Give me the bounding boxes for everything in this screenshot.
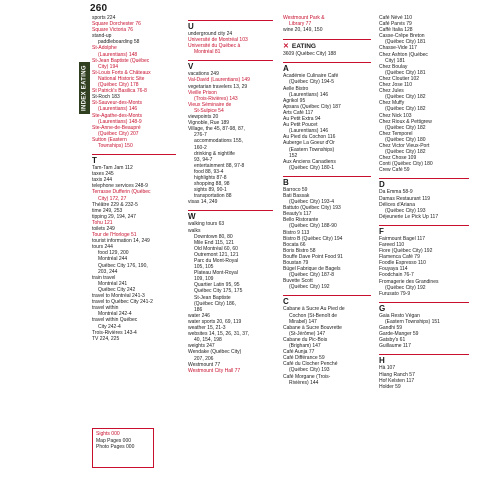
- index-entry: Auberge La Goeur d'Or: [283, 140, 335, 147]
- index-entry: Bistro B (Québec City) 194: [283, 235, 343, 242]
- index-entry: paddleboarding 58: [98, 39, 140, 46]
- index-entry: Académie Culinaire Café: [283, 73, 339, 80]
- index-entry: Garde-Manger 59: [379, 331, 419, 338]
- index-entry: vegetarian travelers 13, 29: [188, 83, 248, 90]
- index-entry: Cabane à Sucre Bouvrette: [283, 324, 342, 331]
- index-entry: City) 181: [385, 57, 406, 64]
- index-entry: time 249, 253: [92, 207, 123, 214]
- index-entry: tipping 29, 194, 247: [92, 213, 136, 220]
- index-entry: wine 20, 149, 150: [283, 27, 323, 34]
- index-entry: Tour de l'Horloge 51: [92, 232, 137, 239]
- index-entry: viewpoints 20: [188, 114, 219, 121]
- index-entry: 105, 105: [194, 264, 214, 271]
- index-entry: Aux Anciens Canadiens: [283, 158, 336, 165]
- index-entry: underground city 24: [188, 31, 233, 37]
- index-letter-heading: T: [92, 154, 176, 165]
- index-entry: 40, 154, 198: [194, 337, 222, 344]
- index-entry: water 246: [188, 312, 210, 319]
- index-entry: (Laurentians) 146: [289, 91, 329, 98]
- index-entry: Cochon (St-Benoît de: [289, 312, 338, 319]
- column-3-body: [283, 51, 371, 385]
- index-entry: Montréal 81: [194, 49, 221, 56]
- legend-box: [92, 428, 154, 468]
- index-entry: (Brigham) 147: [289, 343, 321, 350]
- column-3-top: [283, 15, 371, 33]
- index-entry: (Québec City) 180-1: [289, 164, 335, 171]
- index-entry: Hà 107: [379, 365, 396, 372]
- index-entry: Rivières) 144: [289, 379, 319, 386]
- index-entry: telephone services 248-9: [92, 183, 148, 190]
- index-entry: Chez Victor Vieux-Port: [379, 142, 430, 149]
- index-entry: Da Emma 58-9: [379, 189, 413, 196]
- index-entry: (Québec City) 187-8: [289, 272, 335, 279]
- index-entry: Vieille Prison: [188, 89, 217, 96]
- index-entry: Bati Bassak: [283, 192, 310, 199]
- index-entry: entertainment 88, 97-8: [194, 162, 245, 169]
- legend-photo-pages: Photo Pages 000: [96, 444, 135, 450]
- index-entry: St-Sulpice 54: [194, 107, 224, 114]
- index-entry: Outremont 121, 121: [194, 251, 239, 258]
- index-entry: Quartier Latin 95, 95: [194, 282, 240, 289]
- index-entry: Fromagerie des Grandines: [379, 278, 439, 285]
- index-entry: Barroco 59: [283, 186, 308, 193]
- index-entry: Square Victoria 76: [92, 27, 134, 34]
- index-entry: highlights 87-8: [194, 174, 227, 181]
- index-entry: Damas Restaurant 119: [379, 195, 431, 202]
- index-entry: Arts Café 117: [283, 109, 314, 116]
- index-entry: (Québec City) 192: [385, 284, 426, 291]
- index-entry: 203, 244: [98, 268, 118, 275]
- index-entry: Wendake (Québec City): [188, 349, 242, 356]
- index-entry: Caffè Italia 128: [379, 27, 413, 34]
- index-entry: Battuto (Québec City) 193: [283, 205, 341, 212]
- index-entry: Boris Bistro 58: [283, 247, 316, 254]
- index-entry: TV 224, 225: [92, 335, 120, 342]
- index-entry: Chez Ashton (Québec: [379, 51, 428, 58]
- index-column-4: [379, 15, 469, 390]
- index-entry: 160-2: [194, 144, 207, 151]
- legend-map-pages: Map Pages 000: [96, 437, 132, 444]
- index-letter-heading: W: [188, 210, 273, 221]
- index-entry: St-Roch 183: [92, 94, 120, 101]
- index-entry: (Québec City) 182: [385, 106, 426, 113]
- index-entry: Library 77: [289, 21, 312, 28]
- index-entry: Chez Boulay: [379, 63, 408, 70]
- index-entry: Cabane à Sucre Au Pied de: [283, 306, 345, 313]
- index-entry: (Laurentians) 146: [289, 128, 329, 135]
- index-entry: Café Morgane (Trois-: [283, 373, 331, 380]
- index-entry: 93, 94-7: [194, 156, 213, 163]
- index-entry: shopping 88, 98: [194, 181, 230, 188]
- index-entry: travel within: [92, 305, 119, 312]
- index-entry: Chez Jules: [379, 88, 404, 95]
- index-entry: 186: [194, 306, 203, 313]
- index-entry: walking tours 63: [188, 221, 225, 228]
- index-entry: (Québec City) 178: [98, 82, 139, 89]
- index-entry: sports 224: [92, 15, 116, 21]
- index-entry: Au Petit Extra 94: [283, 116, 321, 123]
- index-entry: Délices d'Ariana: [379, 201, 415, 208]
- index-entry: Montréal 244: [98, 256, 128, 263]
- index-entry: (Eastern Townships): [289, 146, 335, 153]
- index-column-1: [92, 15, 176, 342]
- index-entry: travel within Québec: [92, 317, 138, 324]
- index-entry: Québec City 176, 190,: [98, 262, 148, 269]
- index-entry: St-Louis Forts & Châteaux: [92, 69, 151, 76]
- index-entry: Downtown 80, 80: [194, 233, 233, 240]
- index-entry: Plateau Mont-Royal: [194, 270, 238, 277]
- index-entry: (Laurentians) 148: [98, 51, 138, 58]
- index-entry: tours 244: [92, 244, 113, 251]
- index-entry: Chez Muffy: [379, 100, 405, 107]
- index-entry: vacations 249: [188, 71, 219, 78]
- index-entry: (Laurentians) 146: [98, 106, 138, 113]
- index-entry: Guillaume 117: [379, 343, 411, 350]
- index-entry: Chez Nick 103: [379, 112, 412, 119]
- index-entry: Furusato 79-9: [379, 290, 411, 297]
- index-entry: Village, the 45, 87-98, 87,: [188, 126, 245, 133]
- index-entry: (St-Jérôme) 147: [289, 330, 326, 337]
- index-entry: (Québec City) 186,: [194, 300, 236, 307]
- index-entry: Chez Chose 109: [379, 155, 417, 162]
- index-entry: Café Névé 110: [379, 15, 412, 21]
- index-entry: St-Adolphe: [92, 45, 117, 52]
- fork-knife-icon: ✕: [283, 43, 289, 51]
- index-entry: travel to Montréal 241-3: [92, 293, 145, 300]
- index-entry: (Québec City) 181: [385, 69, 426, 76]
- index-entry: Foodchain 76-7: [379, 272, 414, 279]
- index-entry: Hiang Ranch 57: [379, 371, 415, 378]
- index-entry: (Québec City) 194-5: [289, 79, 335, 86]
- index-entry: Fiore (Québec City) 192: [379, 248, 433, 255]
- index-letter-heading: B: [283, 176, 371, 187]
- index-entry: Boustan 79: [283, 260, 309, 266]
- index-entry: Café Aunja 77: [283, 349, 315, 356]
- index-entry: toilets 249: [92, 226, 115, 232]
- index-entry: taxes 245: [92, 171, 114, 178]
- index-entry: Québec City 242: [98, 286, 136, 293]
- index-entry: 109, 109: [194, 276, 214, 283]
- index-entry: Mirabel) 147: [289, 318, 317, 325]
- index-entry: (Québec City) 192: [289, 284, 330, 291]
- index-entry: City) 194: [98, 63, 119, 70]
- index-entry: Fairmount Bagel 117: [379, 235, 426, 242]
- index-entry: Vieux Séminaire de: [188, 101, 232, 108]
- index-letter-heading: G: [379, 302, 469, 313]
- index-entry: Hof Kelsten 117: [379, 377, 415, 384]
- index-entry: transportation 88: [194, 193, 232, 200]
- index-entry: Québec City 175, 175: [194, 288, 243, 295]
- index-entry: Café Parvis 79: [379, 21, 412, 28]
- index-entry: City) 172, 27: [98, 195, 127, 202]
- index-entry: (Québec City) 181: [385, 39, 426, 46]
- index-entry: Bello Ristorante: [283, 217, 319, 224]
- index-entry: (Trois-Rivières) 143: [194, 95, 238, 102]
- index-entry: websites 14, 15, 26, 31, 37,: [188, 331, 250, 338]
- index-entry: Apsara (Québec City) 187: [283, 103, 341, 110]
- index-letter-heading: A: [283, 62, 371, 73]
- index-entry: Théâtre 229 & 232-5: [92, 201, 138, 208]
- index-entry: Chez Temporel: [379, 130, 413, 137]
- index-entry: Déjeunerie Le Pick Up 117: [379, 213, 439, 220]
- index-entry: taxis 244: [92, 177, 113, 184]
- index-entry: Fouyaya 114: [379, 266, 408, 273]
- index-entry: Terrasse Dufferin (Québec: [92, 189, 151, 196]
- index-column-3: [283, 15, 371, 386]
- index-entry: Trois-Rivières 143-4: [92, 329, 137, 336]
- index-letter-heading: V: [188, 60, 273, 71]
- index-entry: St-Jean Baptiste (Québec: [92, 57, 150, 64]
- index-entry: tourist information 14, 249: [92, 238, 150, 245]
- index-entry: food 88, 93-4: [194, 168, 224, 175]
- index-entry: travel to Québec City 241-2: [92, 299, 153, 306]
- index-entry: (Québec City) 182: [385, 94, 426, 101]
- index-letter-heading: F: [379, 225, 469, 236]
- index-letter-heading: C: [283, 295, 371, 306]
- index-entry: St-Jean Baptiste: [194, 294, 231, 301]
- index-entry: (Laurentians) 148-9: [98, 118, 142, 125]
- index-entry: water sports 20, 69, 119: [188, 318, 242, 325]
- index-entry: St-Sauveur-des-Monts: [92, 100, 143, 107]
- index-entry: Tam-Tam Jam 112: [92, 165, 133, 172]
- index-entry: Café Différance 59: [283, 355, 325, 362]
- index-entry: sights 89, 90-1: [194, 187, 227, 194]
- index-entry: Bügel Fabrique de Bagels: [283, 266, 341, 273]
- index-entry: National Historic Site: [98, 75, 145, 82]
- index-entry: Conti (Québec City) 180: [379, 161, 433, 168]
- index-entry: (Québec City) 180: [385, 136, 426, 143]
- index-letter-heading: U: [188, 20, 273, 31]
- index-entry: St Patrick's Basilica 76-8: [92, 88, 147, 95]
- index-entry: Montréal 242-4: [98, 311, 132, 318]
- index-entry: Tohu 121: [92, 219, 113, 226]
- index-entry: Westmount City Hall 77: [188, 367, 241, 374]
- index-entry: Bouffe Dave Point Food 91: [283, 253, 343, 260]
- index-entry: Beauty's 117: [283, 211, 312, 218]
- index-entry: (Eastern Townships) 151: [385, 318, 440, 325]
- index-side-tab: INDEX EATING: [79, 62, 90, 114]
- eating-heading: [283, 39, 371, 51]
- page-number: 260: [90, 3, 108, 14]
- index-entry: Westmount Park &: [283, 15, 325, 21]
- index-entry: Ste-Anne-de-Beaupré: [92, 124, 141, 131]
- index-entry: Chasse-Vide 117: [379, 45, 417, 52]
- index-entry: Chez Cloutier 102: [379, 75, 420, 82]
- index-entry: Aelle Bistro: [283, 85, 309, 92]
- index-entry: stand-up: [92, 33, 112, 40]
- index-entry: Chez Jose 110: [379, 82, 412, 89]
- index-entry: City 242-4: [98, 323, 121, 330]
- index-entry: visas 14, 249: [188, 199, 218, 206]
- index-entry: (Québec City) 193: [385, 207, 426, 214]
- index-entry: Ste-Agathe-des-Monts: [92, 112, 143, 119]
- index-entry: (Québec City) 182: [385, 124, 426, 131]
- index-entry: (Québec City) 193: [289, 367, 330, 374]
- index-entry: 3609 (Québec City) 188: [283, 51, 337, 58]
- index-entry: walks: [188, 227, 201, 234]
- index-entry: (Québec City) 207: [98, 130, 139, 137]
- index-entry: Fareed 110: [379, 242, 405, 248]
- index-entry: Val-David (Laurentians) 149: [188, 77, 250, 84]
- index-entry: Flamenca Café 79: [379, 254, 420, 261]
- index-entry: Gaia Resto Végan: [379, 312, 420, 319]
- index-entry: Cabane du Pic-Bois: [283, 336, 328, 343]
- index-entry: drinking & nightlife: [194, 150, 235, 157]
- index-entry: Chez Rioux & Pettigrew: [379, 118, 432, 125]
- index-entry: Café du Clocher Penché: [283, 361, 338, 368]
- index-entry: train travel: [92, 274, 116, 281]
- index-entry: Holder 59: [379, 383, 401, 390]
- index-entry: Gatsby's 61: [379, 337, 406, 344]
- index-entry: Westmount 77: [188, 361, 221, 368]
- index-entry: weather 15, 21-3: [188, 325, 226, 332]
- index-entry: Old Montréal 60, 60: [194, 245, 238, 252]
- index-entry: (Québec City) 188-90: [289, 223, 337, 230]
- index-entry: food 129, 200: [98, 250, 129, 257]
- index-entry: accommodations 155,: [194, 138, 243, 145]
- index-entry: Square Dorchester 76: [92, 21, 141, 28]
- index-entry: (Québec City) 193-4: [289, 199, 335, 206]
- index-entry: Vignoble, Rue 189: [188, 120, 230, 127]
- index-entry: Townships) 150: [98, 142, 133, 149]
- index-entry: Gandhi 59: [379, 325, 403, 332]
- legend-sights: Sights 000: [96, 431, 120, 437]
- index-entry: Mile End 115, 121: [194, 239, 234, 246]
- index-entry: (Québec City) 182: [385, 149, 426, 156]
- index-entry: Au Pied du Cochon 116: [283, 134, 336, 141]
- index-letter-heading: D: [379, 178, 469, 189]
- index-entry: 207, 206: [194, 355, 214, 362]
- index-entry: weights 247: [188, 343, 215, 350]
- index-entry: 152: [289, 152, 298, 159]
- index-entry: 276-7: [194, 132, 207, 139]
- index-entry: Foodle Espresso 110: [379, 260, 426, 267]
- index-entry: Université de Montréal 103: [188, 37, 248, 44]
- index-entry: Sutton (Eastern: [92, 136, 127, 143]
- index-entry: Parc du Mont-Royal: [194, 258, 239, 264]
- eating-heading-label: EATING: [291, 43, 316, 51]
- index-entry: Casse-Crêpe Breton: [379, 33, 425, 40]
- index-column-2: [188, 15, 273, 374]
- index-letter-heading: H: [379, 354, 469, 365]
- index-entry: Bistro 9 113: [283, 229, 310, 236]
- index-entry: Buvette Scott: [283, 278, 313, 285]
- index-entry: Crew Café 59: [379, 167, 410, 174]
- index-entry: Montréal 241: [98, 280, 128, 287]
- index-entry: Bocata 66: [283, 241, 306, 248]
- index-entry: Au Petit Poucet: [283, 122, 318, 129]
- index-entry: Université du Québec à: [188, 43, 241, 50]
- index-entry: Agrikol 95: [283, 97, 306, 104]
